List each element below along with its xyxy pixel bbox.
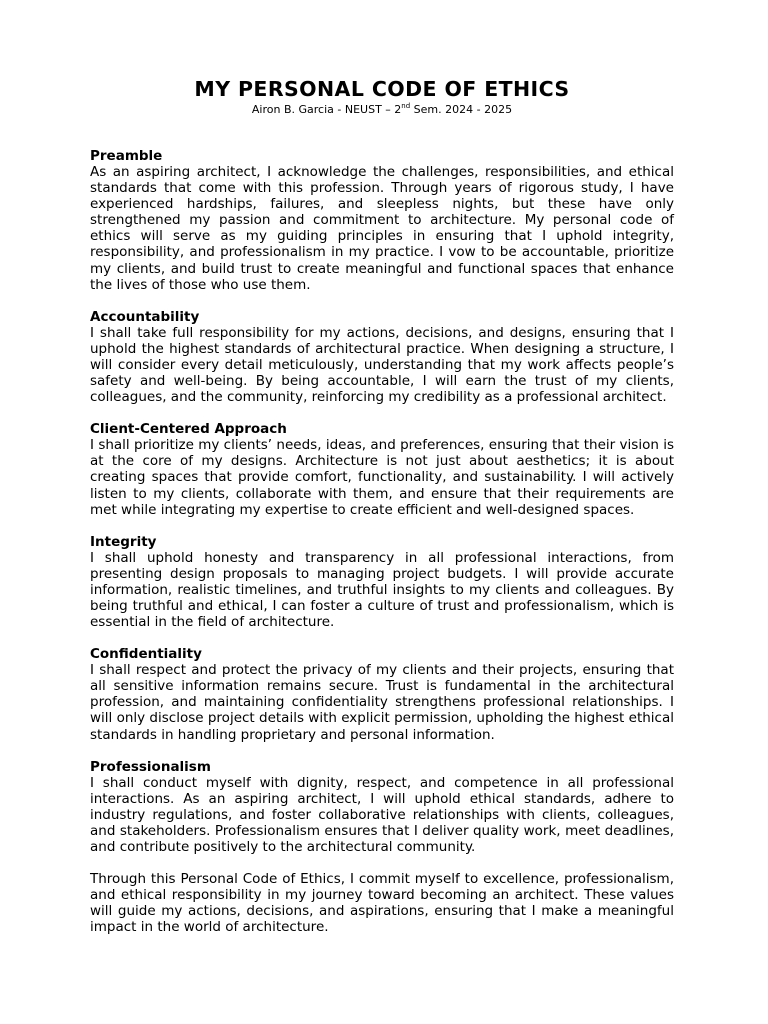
subtitle-ordinal-suffix: nd — [401, 102, 411, 110]
subtitle-semester: Sem. 2024 - 2025 — [410, 103, 513, 116]
section-body: I shall prioritize my clients’ needs, ideas, and preferences, ensuring that their vision is at the core of my designs. Architecture is not just about aesthetics; it is about creating spaces that provide comfort, functionality, and sustainability. I will actively listen to my clients, collaborate with them, and ensure that their requirements are met while integrating my expertise to create efficient and well-designed spaces. — [90, 437, 674, 518]
section-integrity — [90, 534, 674, 630]
section-body: As an aspiring architect, I acknowledge the challenges, responsibilities, and ethical standards that come with this profession. Through years of rigorous study, I have experienced hardships, failures, and sleepless nights, but these have only strengthened my passion and commitment to architecture. My personal code of ethics will serve as my guiding principles in ensuring that I uphold integrity, responsibility, and professionalism in my practice. I vow to be accountable, prioritize my clients, and build trust to create meaningful and functional spaces that enhance the lives of those who use them. — [90, 164, 674, 293]
section-body: I shall conduct myself with dignity, respect, and competence in all professional interactions. As an aspiring architect, I will uphold ethical standards, adhere to industry regulations, and foster collaborative relationships with clients, colleagues, and stakeholders. Professionalism ensures that I deliver quality work, meet deadlines, and contribute positively to the architectural community. — [90, 774, 674, 855]
document-title: MY PERSONAL CODE OF ETHICS — [194, 77, 570, 101]
subtitle-text: Airon B. Garcia - NEUST – 2 — [251, 103, 402, 116]
section-client-centered-approach — [90, 421, 674, 517]
section-confidentiality — [90, 646, 674, 742]
section-heading: Preamble — [90, 148, 163, 164]
section-body: I shall uphold honesty and transparency in all professional interactions, from presenting design proposals to managing project budgets. I will provide accurate information, realistic timelines, and truthful insights to my clients and colleagues. By being truthful and ethical, I can foster a culture of trust and professionalism, which is essential in the field of architecture. — [90, 549, 674, 631]
closing-paragraph: Through this Personal Code of Ethics, I commit myself to excellence, professionalism, and ethical responsibility in my journey toward becoming an architect. These values will guide my actions, decisions, and aspirations, ensuring that I make a meaningful impact in the world of architecture. — [90, 871, 674, 936]
section-accountability — [90, 309, 674, 405]
section-heading: Client-Centered Approach — [90, 421, 287, 438]
section-body: I shall respect and protect the privacy of my clients and their projects, ensuring that all sensitive information remains secure. Trust is fundamental in the architectural profession, and maintaining confidentiality strengthens professional relationships. I will only disclose project details with explicit permission, upholding the highest ethical standards in handling proprietary and personal information. — [90, 662, 674, 743]
section-body: I shall take full responsibility for my actions, decisions, and designs, ensuring that I uphold the highest standards of architectural practice. When designing a structure, I will consider every detail meticulously, understanding that my work affects people’s safety and well-being. By being accountable, I will earn the trust of my clients, colleagues, and the community, reinforcing my credibility as a professional architect. — [90, 324, 674, 406]
section-heading: Confidentiality — [90, 646, 202, 663]
section-heading: Professionalism — [90, 758, 211, 775]
section-heading: Accountability — [90, 308, 200, 325]
section-professionalism — [90, 759, 674, 855]
section-preamble — [90, 148, 674, 293]
section-heading: Integrity — [90, 533, 157, 550]
document-subtitle — [90, 102, 674, 118]
